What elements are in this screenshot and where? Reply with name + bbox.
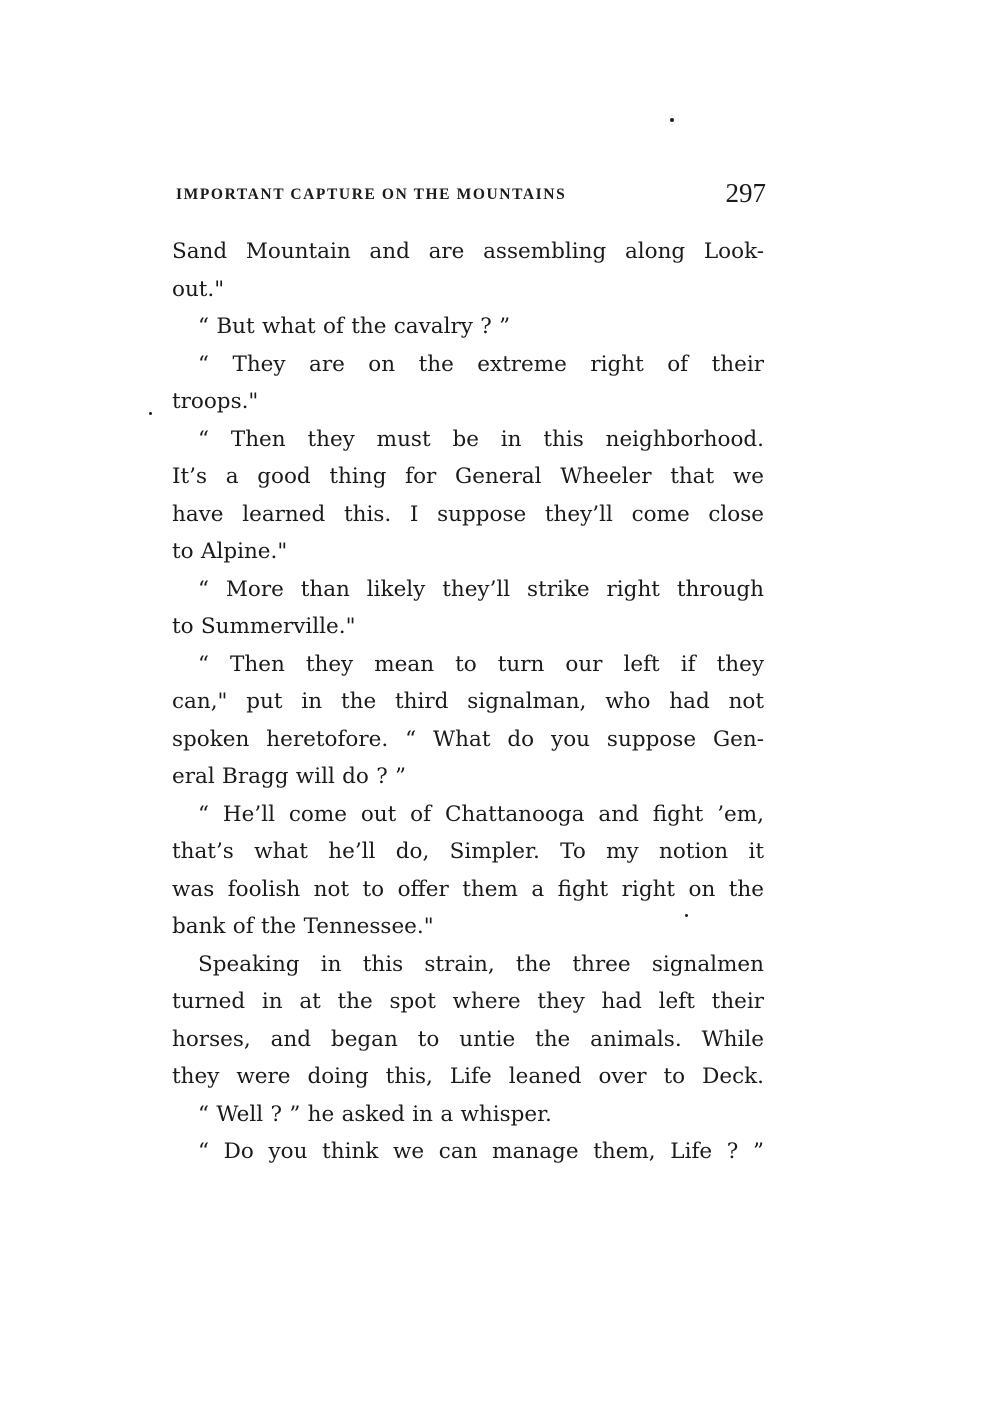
text-line: “ Then they must be in this neighborhood. (198, 426, 764, 452)
text-line: they were doing this, Life leaned over to Deck. (172, 1064, 764, 1089)
page-number: 297 (725, 178, 766, 208)
running-title: IMPORTANT CAPTURE ON THE MOUNTAINS (176, 186, 567, 203)
text-line: “ He’ll come out of Chattanooga and fight ’em, (198, 801, 764, 827)
text-line: have learned this. I suppose they’ll come close (172, 501, 764, 527)
text-line: “ Well ? ” he asked in a whisper. (198, 1101, 552, 1127)
running-head (176, 178, 766, 212)
body-text (172, 233, 764, 1171)
text-line: “ More than likely they’ll strike right through (198, 576, 764, 602)
text-line: “ But what of the cavalry ? ” (198, 314, 511, 339)
text-line: that’s what he’ll do, Simpler. To my notion it (172, 839, 764, 864)
text-line: horses, and began to untie the animals. While (172, 1026, 764, 1052)
text-line: It’s a good thing for General Wheeler that we (172, 464, 764, 489)
text-line: “ Then they mean to turn our left if they (198, 651, 764, 677)
text-line: to Alpine." (172, 539, 288, 564)
text-line: bank of the Tennessee." (172, 914, 434, 939)
text-line: Sand Mountain and are assembling along Look- (172, 239, 764, 264)
text-line: “ They are on the extreme right of their (198, 351, 764, 377)
text-line: out." (172, 276, 225, 302)
text-line: “ Do you think we can manage them, Life ? ” (198, 1139, 764, 1164)
text-line: was foolish not to offer them a fight right on the (172, 876, 764, 902)
text-line: spoken heretofore. “ What do you suppose Gen- (172, 726, 764, 752)
text-line: can," put in the third signalman, who had not (172, 689, 764, 714)
text-line: eral Bragg will do ? ” (172, 764, 407, 789)
print-speck-margin (149, 412, 152, 415)
text-line: turned in at the spot where they had left their (172, 989, 764, 1014)
text-line: to Summerville." (172, 614, 356, 639)
print-speck-top (670, 118, 674, 122)
text-line: Speaking in this strain, the three signalmen (198, 951, 764, 977)
text-line: troops." (172, 389, 259, 414)
